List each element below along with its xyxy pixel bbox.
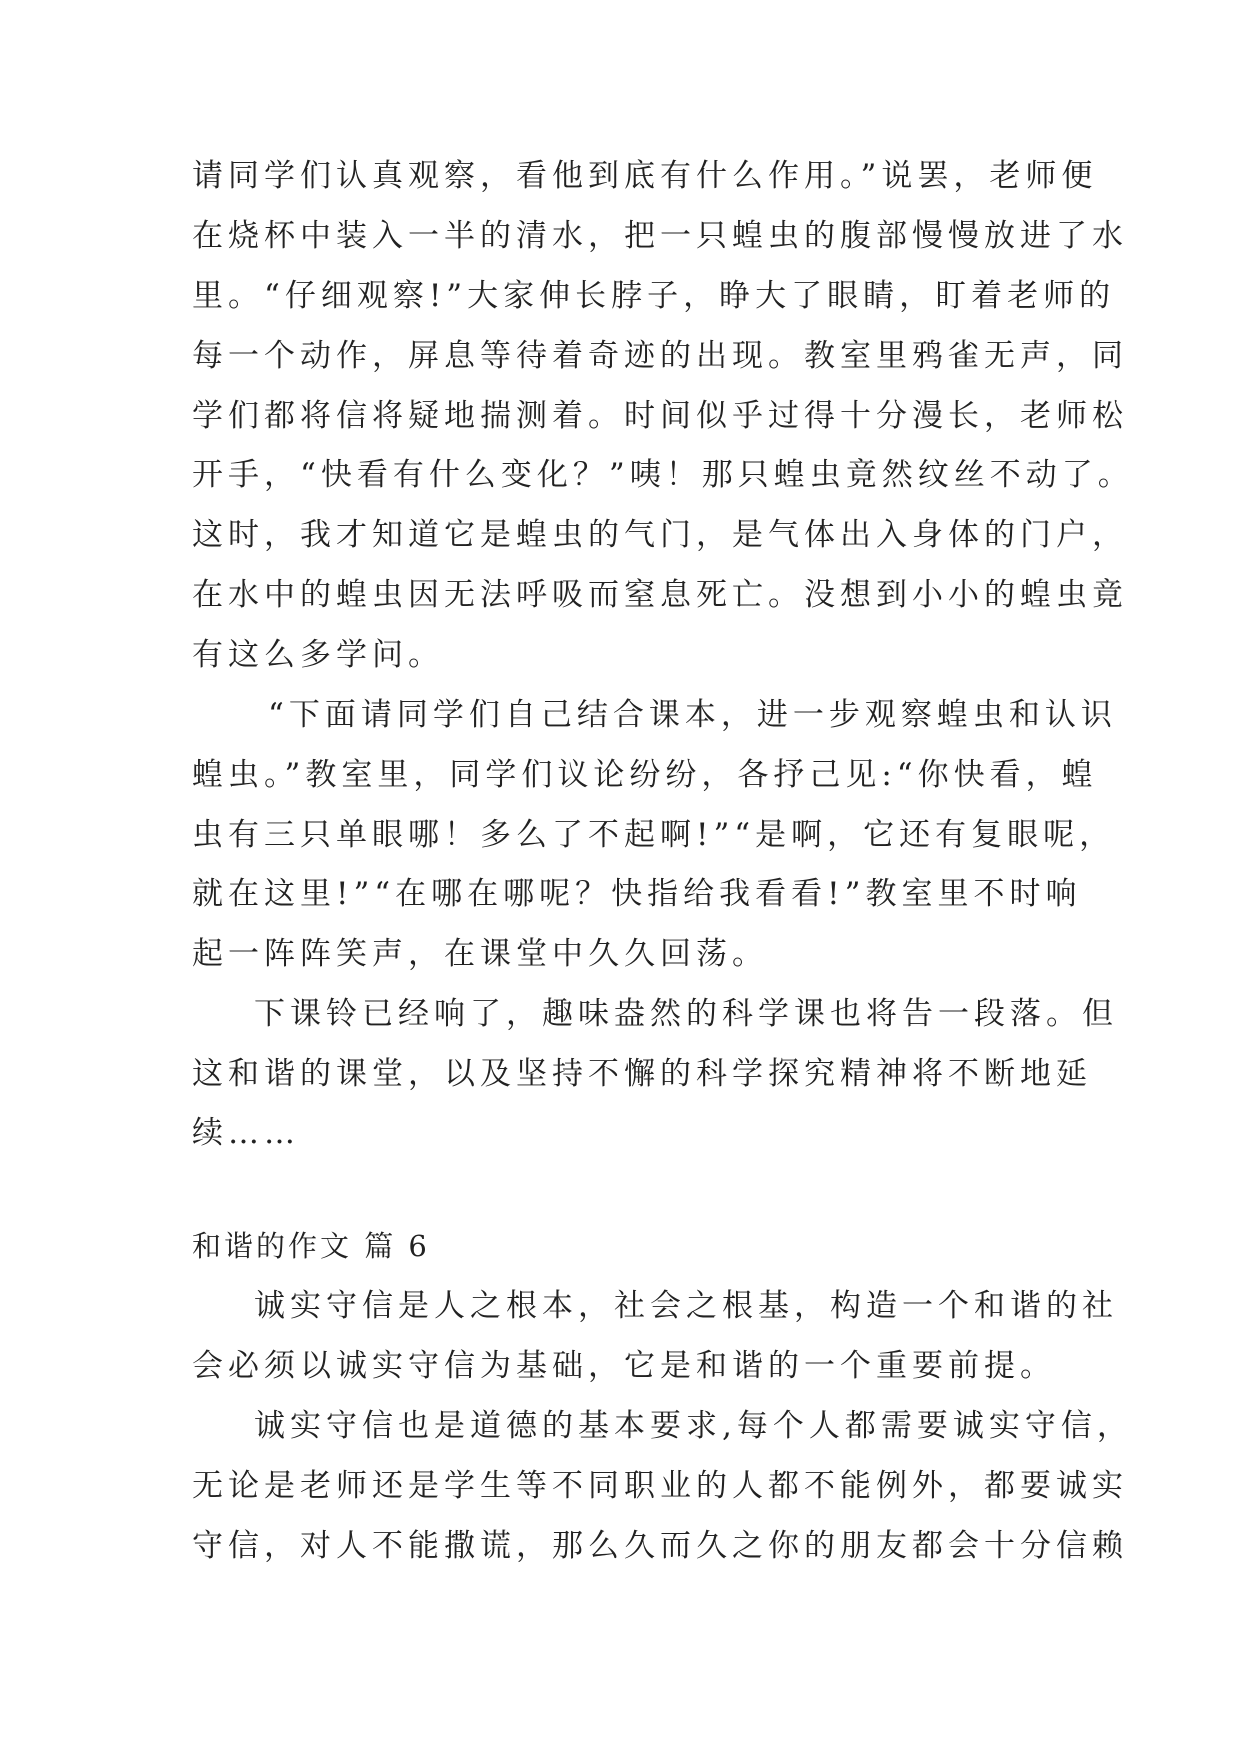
text-line: 这时，我才知道它是蝗虫的气门，是气体出入身体的门户， (192, 517, 1128, 553)
text-line: “下面请同学们自己结合课本，进一步观察蝗虫和认识 (268, 697, 1117, 733)
text-line: 在水中的蝗虫因无法呼吸而窒息死亡。没想到小小的蝗虫竟 (192, 577, 1128, 613)
text-line: 下课铃已经响了，趣味盎然的科学课也将告一段落。但 (254, 996, 1118, 1032)
text-line: 学们都将信将疑地揣测着。时间似乎过得十分漫长，老师松 (192, 398, 1128, 434)
text-line: 续…… (192, 1115, 300, 1151)
text-line: 请同学们认真观察，看他到底有什么作用。”说罢，老师便 (192, 158, 1098, 194)
text-line: 就在这里!”“在哪在哪呢？快指给我看看!”教室里不时响 (192, 876, 1082, 912)
text-line: 无论是老师还是学生等不同职业的人都不能例外，都要诚实 (192, 1468, 1128, 1504)
section-heading: 和谐的作文 篇 6 (192, 1229, 430, 1263)
text-line: 诚实守信也是道德的基本要求,每个人都需要诚实守信， (254, 1408, 1133, 1444)
text-line: 有这么多学问。 (192, 637, 444, 673)
text-line: 每一个动作，屏息等待着奇迹的出现。教室里鸦雀无声，同 (192, 338, 1128, 374)
text-line: 虫有三只单眼哪！多么了不起啊!”“是啊，它还有复眼呢， (192, 817, 1116, 853)
text-line: 里。“仔细观察!”大家伸长脖子，睁大了眼睛，盯着老师的 (192, 278, 1116, 314)
text-line: 诚实守信是人之根本，社会之根基，构造一个和谐的社 (254, 1288, 1118, 1324)
text-line: 蝗虫。”教室里，同学们议论纷纷，各抒己见:“你快看，蝗 (192, 757, 1098, 793)
text-line: 在烧杯中装入一半的清水，把一只蝗虫的腹部慢慢放进了水 (192, 218, 1128, 254)
text-line: 会必须以诚实守信为基础，它是和谐的一个重要前提。 (192, 1348, 1056, 1384)
text-line: 起一阵阵笑声，在课堂中久久回荡。 (192, 936, 768, 972)
text-line: 开手，“快看有什么变化？”咦！那只蝗虫竟然纹丝不动了。 (192, 457, 1134, 493)
text-line: 守信，对人不能撒谎，那么久而久之你的朋友都会十分信赖 (192, 1528, 1128, 1564)
text-line: 这和谐的课堂，以及坚持不懈的科学探究精神将不断地延 (192, 1056, 1092, 1092)
